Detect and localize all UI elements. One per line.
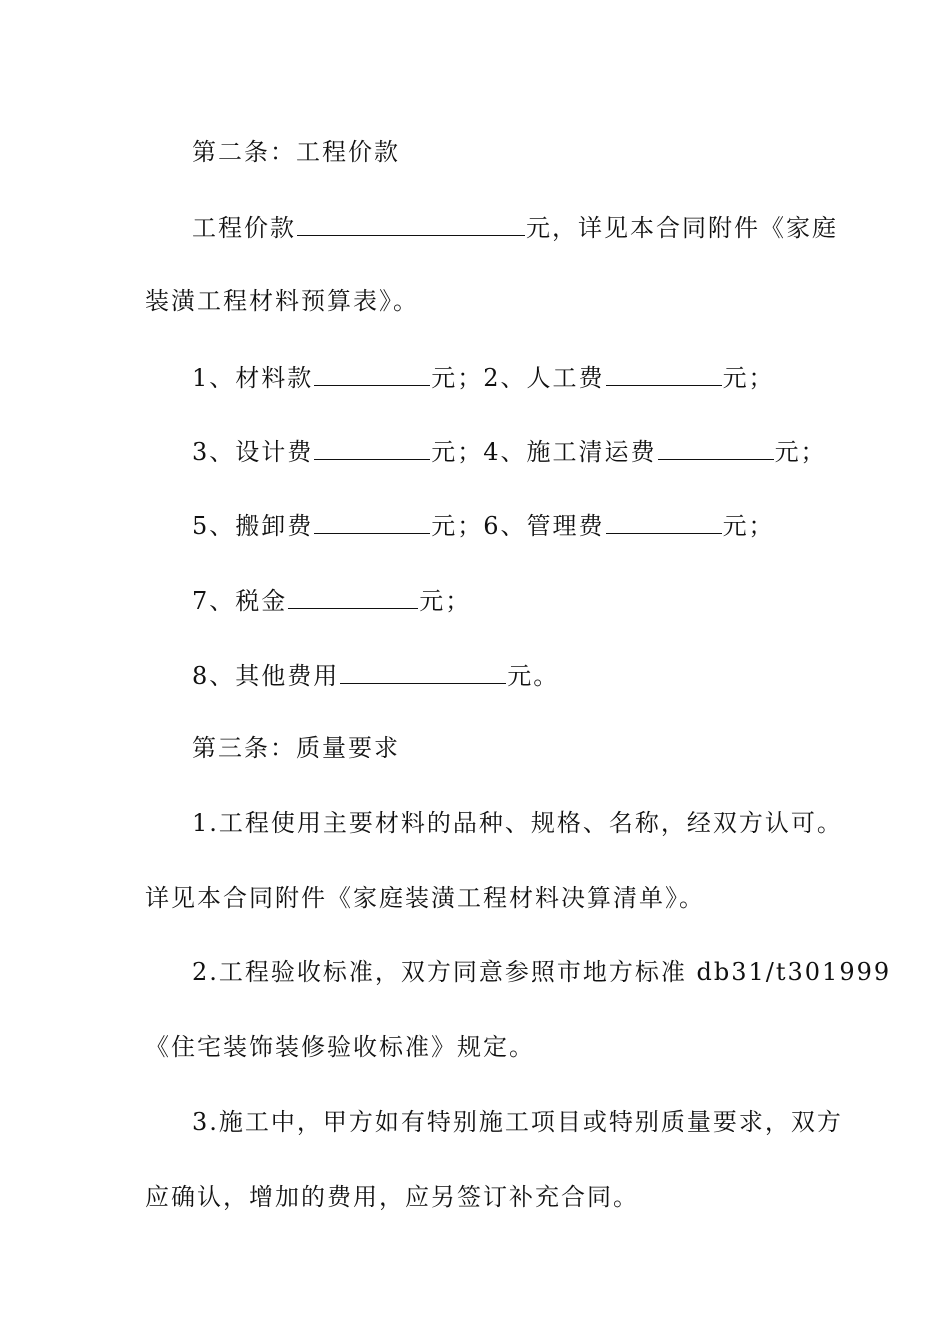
fee-unit: 元；: [431, 438, 484, 466]
fee-blank[interactable]: [314, 435, 430, 460]
tax-row: [192, 584, 471, 616]
fee-label: 5、搬卸费: [192, 512, 314, 540]
fee-label: 4、施工清运费: [483, 438, 657, 466]
other-fee-blank[interactable]: [340, 659, 506, 684]
fee-label: 2、人工费: [483, 364, 605, 392]
fee-blank[interactable]: [606, 509, 722, 534]
fee-blank[interactable]: [314, 361, 430, 386]
price-line: [192, 211, 838, 243]
fee-label: 1、材料款: [192, 364, 314, 392]
other-fee-unit: 元。: [507, 662, 560, 690]
clause-3-line-2: 应确认，增加的费用，应另签订补充合同。: [145, 1183, 639, 1211]
fee-unit: 元；: [431, 512, 484, 540]
price-line-cont: 装潢工程材料预算表》。: [145, 287, 419, 315]
price-prefix: 工程价款: [192, 214, 296, 242]
section-2-heading: 第二条：工程价款: [192, 138, 400, 166]
other-fee-row: [192, 659, 559, 691]
fee-unit: 元；: [722, 512, 775, 540]
clause-3-line-1: 3.施工中，甲方如有特别施工项目或特别质量要求，双方: [192, 1108, 843, 1136]
fee-blank[interactable]: [606, 361, 722, 386]
fee-unit: 元；: [431, 364, 484, 392]
price-suffix: 元，详见本合同附件《家庭: [526, 214, 838, 242]
other-fee-label: 8、其他费用: [192, 662, 340, 690]
clause-1-line-2: 详见本合同附件《家庭装潢工程材料决算清单》。: [145, 884, 705, 912]
fee-blank[interactable]: [314, 509, 430, 534]
fee-unit: 元；: [722, 364, 775, 392]
tax-label: 7、税金: [192, 587, 288, 615]
clause-2-line-1: 2.工程验收标准，双方同意参照市地方标准 db31/t301999: [192, 958, 892, 986]
clause-2-line-2: 《住宅装饰装修验收标准》规定。: [145, 1033, 535, 1061]
clause-1-line-1: 1.工程使用主要材料的品种、规格、名称，经双方认可。: [192, 809, 843, 837]
fee-row-2: [192, 435, 827, 467]
fee-label: 6、管理费: [483, 512, 605, 540]
price-blank[interactable]: [297, 211, 525, 236]
tax-blank[interactable]: [288, 584, 418, 609]
tax-unit: 元；: [419, 587, 472, 615]
section-3-heading: 第三条：质量要求: [192, 734, 400, 762]
fee-label: 3、设计费: [192, 438, 314, 466]
fee-row-1: [192, 361, 775, 393]
fee-blank[interactable]: [658, 435, 774, 460]
fee-row-3: [192, 509, 775, 541]
fee-unit: 元；: [774, 438, 827, 466]
